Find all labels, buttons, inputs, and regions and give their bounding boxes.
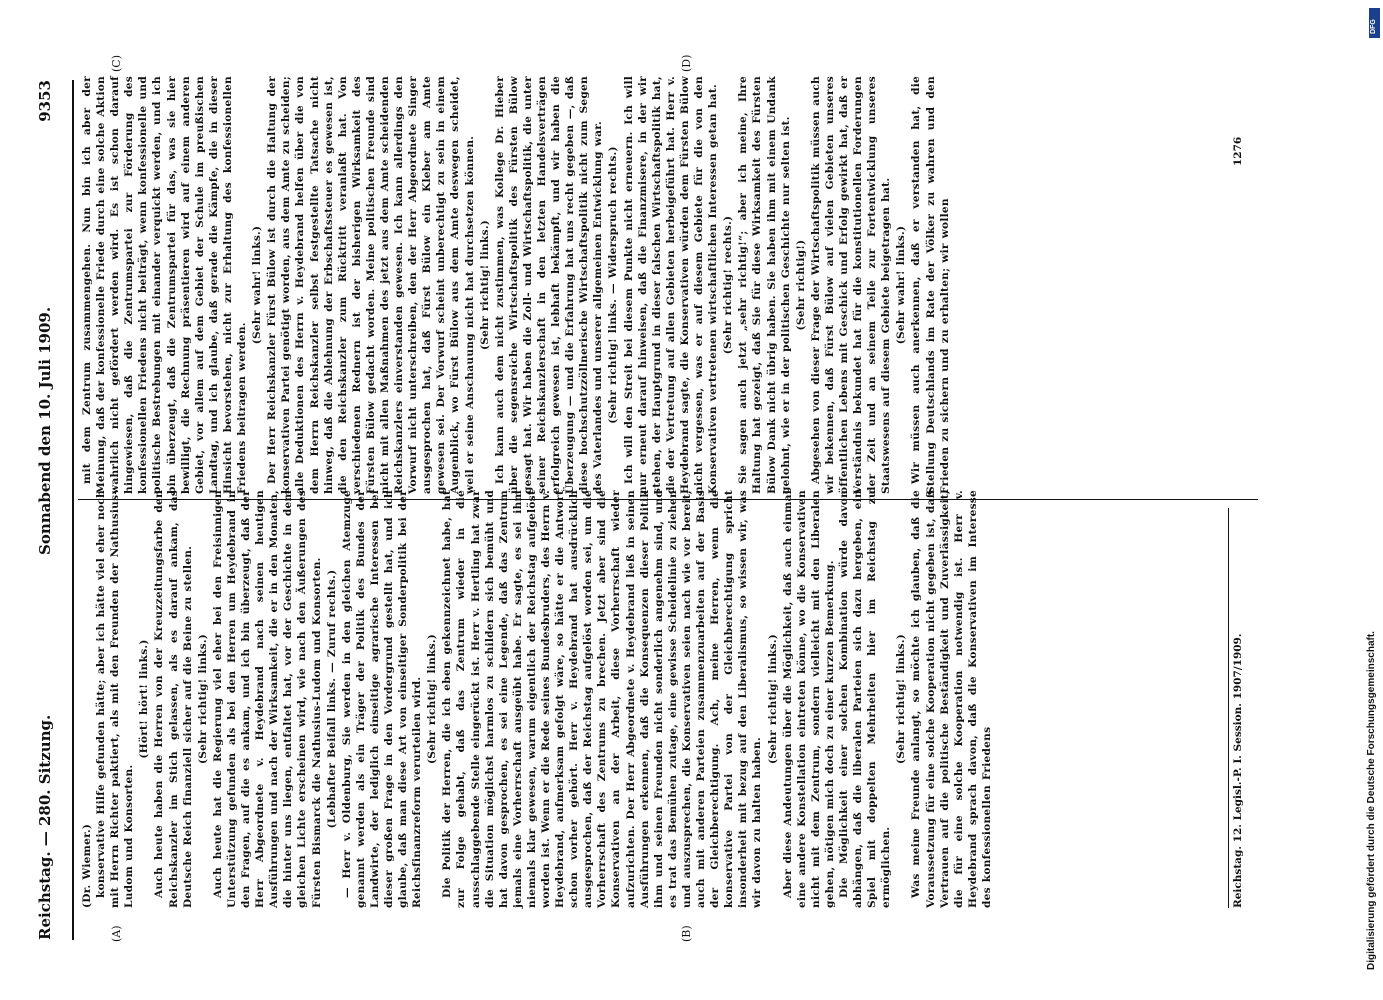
footer-session: Reichstag. 12. Legisl.-P. I. Session. 1907/1909. <box>1232 633 1244 908</box>
paragraph: Wir müssen auch anerkennen, daß er verstanden hat, die Stellung Deutschlands im Rate der Völker zu wahren und den Frieden zu sichern und zu erhalten; wir wollen <box>910 76 951 494</box>
interjection: (Sehr wahr! links.) <box>251 225 264 345</box>
paragraph: konservative Hilfe gefunden hätte; aber ich hätte viel eher noch mit Herrn Richter paktiert, als mit den Freunden der Nathusius-Ludom und Konsorten. <box>95 490 136 908</box>
interjection: (Hört! hört! links.) <box>138 639 151 759</box>
digitization-note <box>1366 10 1380 990</box>
digitization-text: Digitalisierung gefördert durch die Deutsche Forschungsgemeinschaft. <box>1366 631 1377 970</box>
header-rule <box>72 80 74 940</box>
paragraph: Ich will den Streit bei diesem Punkte nicht erneuern. Ich will nur erneut darauf hinweisen, daß die Finanzmisere, in der wir stehen, der Hauptgrund in dieser falschen Wirtschaftspolitik hat, die der Vertretung auf allen Gebieten herbeigeführt hat. Herr v. Heydebrand sagte, die Konservativen würden dem Fürsten Bülow nicht vergessen, was er auf diesem Gebiete für die von den Konservativen vertretenen wirtschaftlichen Interessen getan hat. <box>622 76 720 494</box>
interjection: (Sehr richtig! links. — Widerspruch rechts.) <box>607 146 620 424</box>
footer-rule <box>1228 508 1229 908</box>
paragraph: Die Politik der Herren, die ich eben gekennzeichnet habe, hat zur Folge gehabt, daß das Zentrum wieder in die ausschlaggebende Stelle eingerückt ist. Herr v. Hertling hat zwar die Situation möglichst harmlos zu schildern sich bemüht und hat davon gesprochen, es sei eine Legende, daß das Zentrum jemals eine Vorherrschaft ausgeübt habe. Er sagte, es sei ihm niemals klar gewesen, warum eigentlich der Reichstag aufgelöst worden ist. Wenn er die Rede seines Bundesbruders, des Herrn v. Heydebrand, aufmerksam gefolgt wäre, so hätte er die Antwort schon vorher gehört. Herr v. Heydebrand hat ausdrücklich ausgesprochen, daß der Reichstag aufgelöst worden sei, um die Vorherrschaft des Zentrums zu brechen. Jetzt aber sind die Konservativen an der Arbeit, diese Vorherrschaft wieder aufzurichten. Der Herr Abgeordnete v. Heydebrand ließ in seinen Ausführungen erkennen, daß die Konsequenzen dieser Politik ihm und seinen Freunden nicht sonderlich angenehm sind, und es trat das Bemühen zutage, eine gewisse Scheidelinie zu ziehen und auszusprechen, die Konservativen seien nach wie vor bereit, auch mit anderen Parteien zusammenzuarbeiten auf der Basis der Gleichberechtigung. Ach, meine Herren, wenn die konservative Partei von der Gleichberechtigung spricht insonderheit mit bezug auf den Liberalismus, so wissen wir, was wir davon zu halten haben. <box>441 490 764 908</box>
paragraph: Sie sagen auch jetzt „sehr richtig!“; aber ich meine, Ihre Haltung hat gezeigt, daß Sie für diese Wirksamkeit des Fürsten Bülow Dank nicht übrig haben. Sie haben ihm mit einem Undank gelohnt, wie er in der politischen Geschichte nur selten ist. <box>737 76 792 494</box>
paragraph: Ich kann auch dem nicht zustimmen, was Kollege Dr. Hieber über die segensreiche Wirtschaftspolitik des Fürsten Bülow gesagt hat. Wir haben die Zoll- und Wirtschaftspolitik, die unter seiner Reichskanzlerschaft in den letzten Handelsverträgen erfolgreich gewesen ist, lebhaft bekämpft, und wir haben die Überzeugung — und die Erfahrung hat uns recht gegeben —, daß diese hochschutzzöllnerische Wirtschaftspolitik nicht zum Segen des Vaterlandes und unserer allgemeinen Entwicklung war. <box>493 76 605 494</box>
page-header <box>28 80 68 940</box>
interjection: (Sehr richtig! links.) <box>478 219 491 351</box>
speaker-label: (Dr. Wiemer.) <box>81 823 93 908</box>
interjection: (Sehr richtig! links.) <box>196 633 209 765</box>
column-divider <box>78 499 1258 500</box>
left-column <box>80 490 994 908</box>
dfg-badge-label: DFG <box>1370 19 1377 34</box>
interjection: (Sehr richtig! rechts.) <box>722 215 735 355</box>
paragraph: Aber diese Andeutungen über die Möglichkeit, daß auch einmal eine andere Konstellation eintreten könne, wo die Konservativen nicht mit dem Zentrum, sondern vielleicht mit den Liberalen gehen, nötigen mich doch zu einer kurzen Bemerkung. <box>781 490 836 908</box>
footer-sheet-number: 1276 <box>1232 136 1244 166</box>
header-page-number: 9353 <box>36 80 54 122</box>
interjection: (Sehr richtig!) <box>794 239 807 331</box>
paragraph: Die Möglichkeit einer solchen Kombination würde davon abhängen, daß die liberalen Parteien sich dazu hergeben, ein Spiel mit doppelten Mehrheiten hier im Reichstag zu ermöglichen. <box>837 490 893 908</box>
interjection: (Sehr richtig! links.) <box>426 633 439 765</box>
paragraph: Was meine Freunde anlangt, so möchte ich glauben, daß die Voraussetzung für eine solche Kooperation nicht gegeben ist, daß Vertrauen auf die politische Beständigkeit und Zuverlässigkeit, die für eine solche Kooperation notwendig ist. Herr v. Heydebrand sprach davon, daß die Konservativen im Interesse des konfessionellen Friedens <box>910 490 993 908</box>
interjection: (Lebhafter Beifall links. — Zuruf rechts.) <box>325 569 338 829</box>
paragraph: — Herr v. Oldenburg, Sie werden in den gleichen Atemzuge genannt werden als ein Träger der Politik des Bundes der Landwirte, der lediglich einseitige agrarische Interessen bei dieser großen Frage in den Vordergrund gestellt hat, und ich glaube, daß man diese Art von einseitiger Sonderpolitik bei der Reichsfinanzreform verurteilen wird. <box>340 490 424 908</box>
paragraph: Abgesehen von dieser Frage der Wirtschaftspolitik müssen auch wir bekennen, daß Fürst Bülow auf vielen Gebieten unseres öffentlichen Lebens mit Geschick und Erfolg gewirkt hat, daß er Verständnis bekundet hat für die konstitutionellen Forderungen der Zeit und an seinem Teile zur Fortentwicklung unseres Staatswesens auf diesem Gebiete beigetragen hat. <box>809 76 893 494</box>
interjection: (Sehr richtig! links.) <box>895 633 908 765</box>
header-session: Reichstag. — 280. Sitzung. <box>36 714 54 940</box>
margin-mark-c: (C) <box>110 55 123 72</box>
margin-mark-a: (A) <box>110 925 123 942</box>
paragraph: Der Herr Reichskanzler Fürst Bülow ist durch die Haltung der konservativen Partei genötigt worden, aus dem Amte zu scheiden; alle Deduktionen des Herrn v. Heydebrand helfen über die von dem Herrn Reichskanzler selbst festgestellte Tatsache nicht hinweg, daß die Ablehnung der Erbschaftssteuer es gewesen ist, die den Reichskanzler zum Rücktritt veranlaßt hat. Von verschiedenen Rednern ist der bisherigen Wirksamkeit des Fürsten Bülow gedacht worden. Meine politischen Freunde sind nicht mit allen Maßnahmen des jetzt aus dem Amte scheidenden Reichskanzlers einverstanden gewesen. Ich kann allerdings den Vorwurf nicht unterschreiben, den der Herr Abgeordnete Singer ausgesprochen hat, daß Fürst Bülow ein Kleber am Amte gewesen sei. Der Vorwurf scheint unberechtigt zu sein in einem Augenblick, wo Fürst Bülow aus dem Amte deswegen scheidet, weil er seine Anschauung nicht hat durchsetzen können. <box>266 76 476 494</box>
paragraph: mit dem Zentrum zusammengehen. Nun bin ich aber der Meinung, daß der konfessionelle Friede durch eine solche Aktion wahrlich nicht gefördert werden wird. Es ist schon darauf hingewiesen, daß die Zentrumspartei zur Förderung des konfessionellen Friedens nicht beiträgt, wenn konfessionelle und politische Bestrebungen mit einander verquickt werden, und ich bin überzeugt, daß die Zentrumspartei für das, was sie hier bewilligt, die Rechnung präsentieren wird auf einem anderen Gebiet, vor allem auf dem Gebiet der Schule im preußischen Landtag, und ich glaube, daß gerade die Kämpfe, die in dieser Hinsicht bevorstehen, nicht zur Erhaltung des konfessionellen Friedens beitragen werden. <box>81 76 249 494</box>
margin-mark-b: (B) <box>680 925 693 942</box>
interjection: (Sehr wahr! links.) <box>895 225 908 345</box>
margin-mark-d: (D) <box>680 54 693 72</box>
paragraph: Auch heute hat die Regierung viel eher bei den Freisinnigen Unterstützung gefunden als bei den Herren um Heydebrand in den Fragen, auf die es ankam, und ich bin überzeugt, daß der Herr Abgeordnete v. Heydebrand nach seinen heutigen Ausführungen und nach der Wirksamkeit, die er in den Monaten, die hinter uns liegen, entfaltet hat, vor der Geschichte in dem gleichen Lichte erscheinen wird, wie nach den Äußerungen des Fürsten Bismarck die Nathusius-Ludom und Konsorten. <box>211 490 323 908</box>
interjection: (Sehr richtig! links.) <box>766 633 779 765</box>
paragraph: Auch heute haben die Herren von der Kreuzzeitungsfarbe den Reichskanzler im Stich gelassen, als es darauf ankam, das Deutsche Reich finanziell sicher auf die Beine zu stellen. <box>153 490 194 908</box>
header-date: Sonnabend den 10. Juli 1909. <box>36 306 54 555</box>
right-column <box>80 76 952 494</box>
